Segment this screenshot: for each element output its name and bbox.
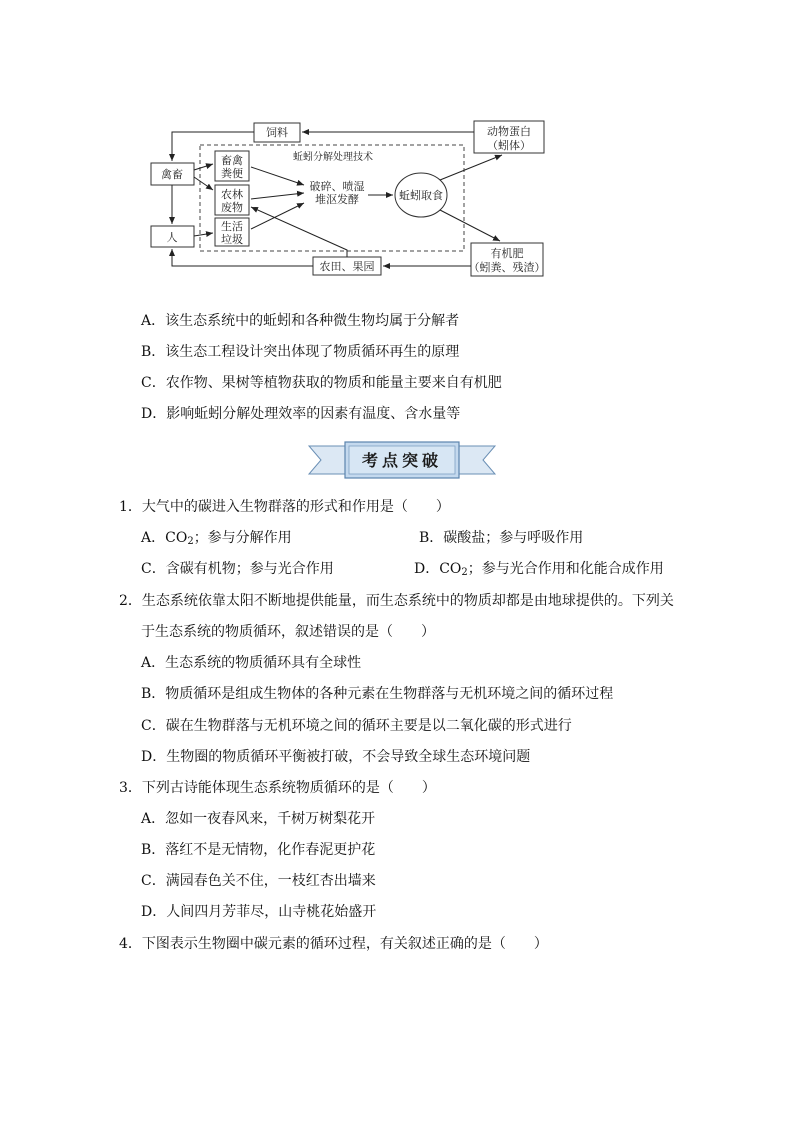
q1-option-c[interactable]: C．含碳有机物；参与光合作用 [141,561,334,577]
q1-option-d[interactable]: D．$CO_2$；参与光合作用和化能合成作用 [414,561,664,578]
q1-option-b[interactable]: B．碳酸盐；参与呼吸作用 [419,530,584,546]
q2-option-b[interactable]: B．物质循环是组成生物体的各种元素在生物群落与无机环境之间的循环过程 [141,686,614,702]
prev-option-c[interactable]: C．农作物、果树等植物获取的物质和能量主要来自有机肥 [141,375,502,391]
earthworm-label: 蚯蚓取食 [399,189,443,202]
prev-option-b[interactable]: B．该生态工程设计突出体现了物质循环再生的原理 [141,344,460,360]
q2-option-d[interactable]: D．生物圈的物质循环平衡被打破，不会导致全球生态环境问题 [141,749,531,765]
prev-option-a[interactable]: A．该生态系统中的蚯蚓和各种微生物均属于分解者 [141,313,460,329]
q2-option-a[interactable]: A．生态系统的物质循环具有全球性 [141,655,362,671]
human-label: 人 [166,231,178,244]
manure-label-1: 畜禽 [221,154,243,167]
q4-stem: 4．下图表示生物圈中碳元素的循环过程，有关叙述正确的是（ ） [119,936,548,952]
animal-protein-label-1: 动物蛋白 [487,125,531,138]
earthworm-ecosystem-diagram [0,0,794,300]
livestock-label: 禽畜 [161,168,183,181]
fields-label: 农田、果园 [319,260,375,273]
fertilizer-label-2: （蚓粪、残渣） [468,261,546,274]
q1-stem: 1．大气中的碳进入生物群落的形式和作用是（ ） [119,499,450,515]
banner-title: 考点突破 [361,451,443,470]
ferment-label-2: 堆沤发酵 [315,193,359,206]
feed-label: 饲料 [266,126,288,139]
prev-option-d[interactable]: D．影响蚯蚓分解处理效率的因素有温度、含水量等 [141,406,461,422]
q3-stem: 3．下列古诗能体现生态系统物质循环的是（ ） [119,780,436,796]
q3-option-d[interactable]: D．人间四月芳菲尽，山寺桃花始盛开 [141,904,377,920]
farm-waste-label-1: 农林 [221,188,243,201]
q2-stem-line1: 2．生态系统依靠太阳不断地提供能量，而生态系统中的物质却都是由地球提供的。下列关 [119,593,674,609]
animal-protein-label-2: （蚓体） [487,139,531,152]
farm-waste-label-2: 废物 [221,201,243,214]
q3-option-a[interactable]: A．忽如一夜春风来，千树万树梨花开 [141,811,376,827]
q2-option-c[interactable]: C．碳在生物群落与无机环境之间的循环主要是以二氧化碳的形式进行 [141,718,572,734]
manure-label-2: 粪便 [221,167,243,180]
q2-stem-line2: 于生态系统的物质循环，叙述错误的是（ ） [141,624,435,640]
fertilizer-label-1: 有机肥 [490,247,524,260]
household-label-1: 生活 [221,220,243,233]
q3-option-b[interactable]: B．落红不是无情物，化作春泥更护花 [141,842,376,858]
q1-option-a[interactable]: A．$CO_2$；参与分解作用 [141,530,292,547]
ferment-label-1: 破碎、喷湿 [309,180,365,193]
household-label-2: 垃圾 [221,233,243,246]
section-banner [307,441,497,479]
q3-option-c[interactable]: C．满园春色关不住，一枝红杏出墙来 [141,873,376,889]
process-title-label: 蚯蚓分解处理技术 [293,152,373,163]
